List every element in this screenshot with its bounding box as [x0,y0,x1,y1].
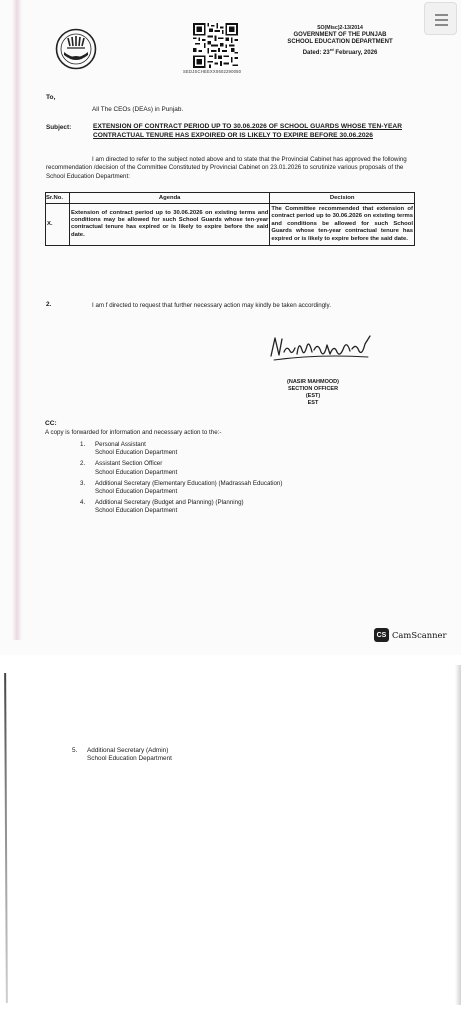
cc-label: CC: [45,420,57,427]
paragraph-1: I am directed to refer to the subject noted above and to state that the Provincial Cabinet has approved the following recommendation /decision of the Committee Constituted by Provincial Cabinet on 23.01.2026 to scrutinize various proposals of the School Education Department: [46,156,407,180]
list-item: 4. Additional Secretary (Budget and Planning) (Planning) School Education Department [80,499,244,515]
to-label: To, [46,94,56,101]
table-header-row [46,193,415,204]
camscanner-watermark [374,628,447,642]
signatory-section: EST [307,400,319,407]
menu-icon [435,19,448,21]
cell-srno: X. [46,204,70,246]
list-item: 1. Personal Assistant School Education Department [80,441,178,457]
scan-shadow [12,0,22,640]
signatory-name: (NASIR MAHMOOD) [287,379,339,385]
letter-date: Dated: 23rd February, 2026 [302,46,378,56]
signatory-title: SECTION OFFICER (EST) [287,386,339,400]
menu-icon [435,14,448,16]
camscanner-logo: CS [374,628,389,642]
barcode-text: SEDJSCHEEXX0602290050 [183,69,242,74]
cc-item-5: 5. Additional Secretary (Admin) School Education Department [72,747,172,763]
subject-label: Subject: [46,124,72,131]
document-page-2 [0,655,461,1024]
column-header-decision: Decision [270,193,415,204]
list-item [72,747,172,764]
cc-list [80,441,282,516]
signatory-block [281,379,345,408]
cc-intro: A copy is forwarded for information and necessary action to the:- [45,429,222,436]
list-item: 3. Additional Secretary (Elementary Education) (Madrassah Education) School Education Department [80,479,283,495]
cell-decision: The Committee recommended that extension of contract period up to 30.06.2026 on existing terms and conditions be allowed for such School Guards whose ten-year contractual tenure has expired or is likely to expire before the said date. [270,204,415,246]
page-edge [455,665,461,1005]
menu-button[interactable] [424,2,457,35]
paragraph-2-number: 2. [46,301,52,308]
punjab-emblem-logo [55,28,97,70]
qr-code [193,23,238,68]
menu-icon [435,24,448,26]
camscanner-name: CamScanner [392,630,447,640]
agenda-table [45,192,415,246]
table-row [46,204,415,246]
government-name: GOVERNMENT OF THE PUNJAB [293,31,387,38]
column-header-srno: Sr.No. [46,193,70,204]
list-item: 2. Assistant Section Officer School Education Department [80,460,178,476]
cell-agenda: Extension of contract period up to 30.06.2026 on existing terms and conditions may be allowed for such School Guards whose ten-year contractual tenure has expired or is likely to expire before the said date. [69,204,269,246]
paragraph-2: I am f directed to request that further necessary action may kindly be taken accordingly. [92,302,331,309]
reference-number: SO(Misc)2-13/2014 [317,25,363,31]
column-header-agenda: Agenda [69,193,269,204]
signature-image [268,330,376,364]
department-name: SCHOOL EDUCATION DEPARTMENT [287,39,393,45]
subject-text: EXTENSION OF CONTRACT PERIOD UP TO 30.06.2026 OF SCHOOL GUARDS WHOSE TEN-YEAR CONTRACTUAL TENURE HAS EXPOIRED OR IS LIKELY TO EXPIRE BEFORE 30.06.2026 [93,123,403,139]
letter-header [281,25,399,57]
recipient: All The CEOs (DEAs) in Punjab. [92,106,184,113]
page-edge [4,673,8,1003]
